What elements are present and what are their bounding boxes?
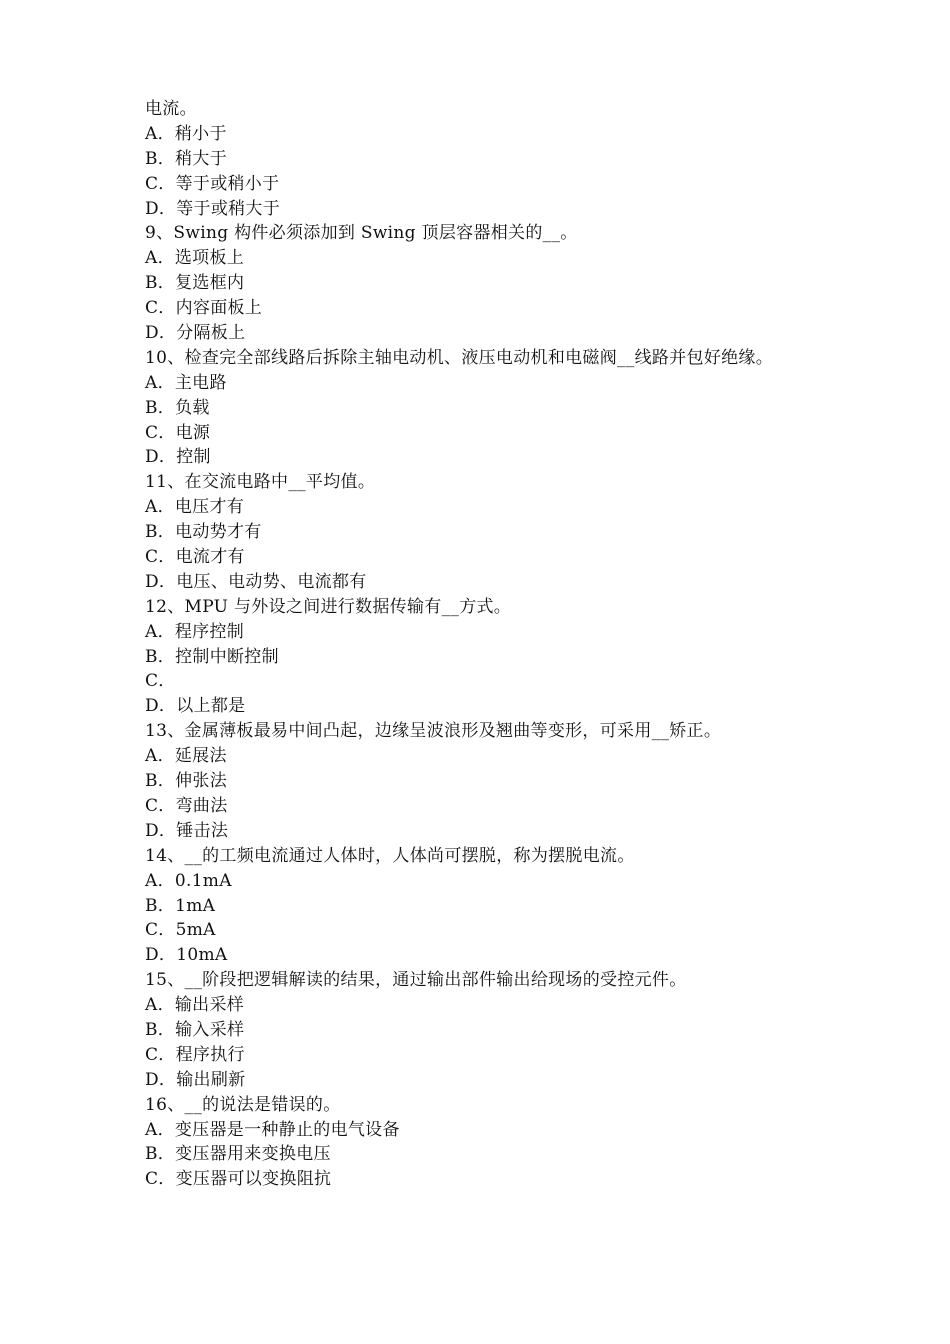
question-stem-continuation: 电流。 <box>145 99 197 119</box>
question-14-option-a: A．0.1mA <box>145 870 232 891</box>
question-16: 16、__的说法是错误的。 <box>145 1094 341 1115</box>
question-13-option-a: A．延展法 <box>145 746 227 767</box>
question-13-option-b: B．伸张法 <box>145 771 227 792</box>
question-10-option-c: C．电源 <box>145 422 211 443</box>
question-16-option-a: A．变压器是一种静止的电气设备 <box>145 1119 400 1140</box>
question-12-option-a: A．程序控制 <box>145 621 245 642</box>
question-14: 14、__的工频电流通过人体时，人体尚可摆脱，称为摆脱电流。 <box>145 845 635 866</box>
question-10: 10、检查完全部线路后拆除主轴电动机、液压电动机和电磁阀__线路并包好绝缘。 <box>145 347 774 368</box>
question-11-option-d: D．电压、电动势、电流都有 <box>145 571 367 592</box>
option-b: B．稍大于 <box>145 148 227 169</box>
question-11: 11、在交流电路中__平均值。 <box>145 472 376 493</box>
question-9-option-c: C．内容面板上 <box>145 298 263 319</box>
question-16-option-c: C．变压器可以变换阻抗 <box>145 1169 332 1190</box>
option-d: D．等于或稍大于 <box>145 198 281 219</box>
question-9-option-d: D．分隔板上 <box>145 323 246 344</box>
question-15-option-a: A．输出采样 <box>145 995 245 1016</box>
question-12-option-d: D．以上都是 <box>145 696 246 717</box>
question-11-option-c: C．电流才有 <box>145 547 245 568</box>
question-13-option-c: C．弯曲法 <box>145 795 228 816</box>
question-9-option-b: B．复选框内 <box>145 273 245 294</box>
question-15-option-d: D．输出刷新 <box>145 1069 246 1090</box>
question-list <box>145 97 845 1192</box>
question-15-option-b: B．输入采样 <box>145 1019 245 1040</box>
question-14-option-d: D．10mA <box>145 945 228 966</box>
question-11-option-b: B．电动势才有 <box>145 522 262 543</box>
question-16-option-b: B．变压器用来变换电压 <box>145 1144 331 1165</box>
option-c: C．等于或稍小于 <box>145 173 280 194</box>
question-14-option-c: C．5mA <box>145 920 216 941</box>
question-14-option-b: B．1mA <box>145 895 216 916</box>
question-13: 13、金属薄板最易中间凸起，边缘呈波浪形及翘曲等变形，可采用__矫正。 <box>145 721 722 742</box>
question-12: 12、MPU 与外设之间进行数据传输有__方式。 <box>145 596 512 617</box>
question-15-option-c: C．程序执行 <box>145 1044 245 1065</box>
question-15: 15、__阶段把逻辑解读的结果，通过输出部件输出给现场的受控元件。 <box>145 970 687 991</box>
question-12-option-c: C． <box>145 671 176 692</box>
option-a: A．稍小于 <box>145 123 227 144</box>
question-10-option-b: B．负载 <box>145 397 210 418</box>
question-12-option-b: B．控制中断控制 <box>145 646 279 667</box>
question-11-option-a: A．电压才有 <box>145 497 245 518</box>
question-13-option-d: D．锤击法 <box>145 820 229 841</box>
question-10-option-a: A．主电路 <box>145 372 227 393</box>
question-9: 9、Swing 构件必须添加到 Swing 顶层容器相关的__。 <box>145 223 578 244</box>
question-9-option-a: A．选项板上 <box>145 248 245 269</box>
question-10-option-d: D．控制 <box>145 447 211 468</box>
